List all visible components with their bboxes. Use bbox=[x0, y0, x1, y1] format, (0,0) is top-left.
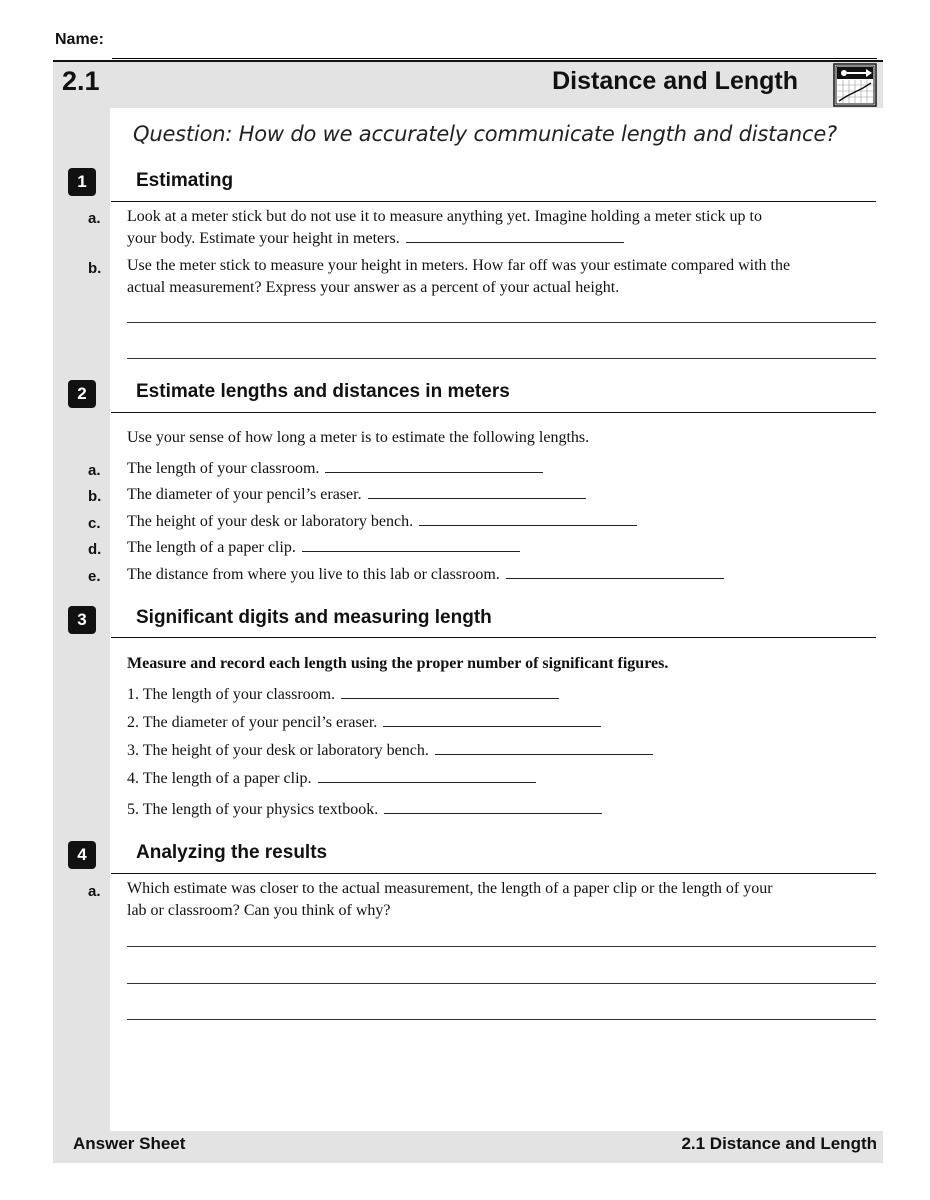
item-letter: a. bbox=[88, 883, 101, 900]
item-2d-text: The length of a paper clip. bbox=[127, 539, 296, 556]
item-2c bbox=[127, 511, 637, 533]
section-2-intro: Use your sense of how long a meter is to estimate the following lengths. bbox=[127, 429, 590, 446]
item-letter: b. bbox=[88, 260, 102, 277]
answer-blank[interactable] bbox=[419, 511, 637, 526]
item-letter: a. bbox=[88, 210, 101, 227]
name-label: Name: bbox=[55, 31, 104, 48]
section-1-rule bbox=[111, 201, 876, 202]
item-3-2-text: 2. The diameter of your pencil’s eraser. bbox=[127, 714, 378, 731]
section-4-badge: 4 bbox=[68, 841, 96, 869]
item-letter: a. bbox=[88, 462, 101, 479]
answer-line[interactable] bbox=[127, 983, 876, 984]
guiding-question: Question: How do we accurately communicate length and distance? bbox=[133, 122, 837, 146]
name-field-line[interactable] bbox=[112, 58, 877, 59]
section-3-title: Significant digits and measuring length bbox=[136, 607, 492, 628]
item-2a-text: The length of your classroom. bbox=[127, 460, 320, 477]
item-3-3 bbox=[127, 740, 653, 762]
answer-blank[interactable] bbox=[318, 768, 536, 783]
item-1a-text bbox=[127, 206, 762, 250]
item-1b-text bbox=[127, 255, 790, 299]
section-1-title: Estimating bbox=[136, 170, 234, 191]
item-3-1-text: 1. The length of your classroom. bbox=[127, 686, 336, 703]
item-2b-text: The diameter of your pencil’s eraser. bbox=[127, 486, 362, 503]
graph-icon bbox=[833, 63, 877, 107]
section-4-rule bbox=[111, 873, 876, 874]
item-1b-line-1: Use the meter stick to measure your height in meters. How far off was your estimate compared with the bbox=[127, 257, 791, 274]
section-1-badge: 1 bbox=[68, 168, 96, 196]
item-letter: e. bbox=[88, 568, 101, 585]
answer-line[interactable] bbox=[127, 322, 876, 323]
answer-line[interactable] bbox=[127, 946, 876, 947]
item-1a-line-2-text: your body. Estimate your height in meters. bbox=[127, 230, 400, 247]
item-letter: b. bbox=[88, 488, 102, 505]
answer-blank[interactable] bbox=[368, 484, 586, 499]
item-1b-line-2: actual measurement? Express your answer as a percent of your actual height. bbox=[127, 279, 620, 296]
item-1a-line-1: Look at a meter stick but do not use it to measure anything yet. Imagine holding a meter stick up to bbox=[127, 208, 762, 225]
item-letter: d. bbox=[88, 541, 102, 558]
page-title: Distance and Length bbox=[552, 67, 798, 95]
item-2b bbox=[127, 484, 586, 506]
item-1a-line-2 bbox=[127, 228, 762, 250]
section-2-rule bbox=[111, 412, 876, 413]
section-3-intro: Measure and record each length using the proper number of significant figures. bbox=[127, 655, 669, 672]
section-number: 2.1 bbox=[62, 66, 100, 96]
item-3-3-text: 3. The height of your desk or laboratory bench. bbox=[127, 742, 429, 759]
item-3-5-text: 5. The length of your physics textbook. bbox=[127, 801, 379, 818]
answer-blank[interactable] bbox=[435, 740, 653, 755]
item-3-5 bbox=[127, 799, 602, 821]
answer-blank[interactable] bbox=[506, 564, 724, 579]
answer-blank[interactable] bbox=[406, 228, 624, 243]
section-3-badge: 3 bbox=[68, 606, 96, 634]
answer-line[interactable] bbox=[127, 1019, 876, 1020]
section-4-title: Analyzing the results bbox=[136, 842, 328, 863]
answer-line[interactable] bbox=[127, 358, 876, 359]
answer-blank[interactable] bbox=[302, 537, 520, 552]
item-3-4 bbox=[127, 768, 536, 790]
item-4a-line-2: lab or classroom? Can you think of why? bbox=[127, 902, 391, 919]
item-letter: c. bbox=[88, 515, 101, 532]
item-2d bbox=[127, 537, 520, 559]
section-2-badge: 2 bbox=[68, 380, 96, 408]
item-2e-text: The distance from where you live to this lab or classroom. bbox=[127, 566, 500, 583]
section-2-title: Estimate lengths and distances in meters bbox=[136, 381, 510, 402]
item-3-1 bbox=[127, 684, 559, 706]
answer-blank[interactable] bbox=[384, 799, 602, 814]
footer-label-right: 2.1 Distance and Length bbox=[681, 1134, 877, 1153]
item-3-2 bbox=[127, 712, 601, 734]
answer-blank[interactable] bbox=[383, 712, 601, 727]
item-2c-text: The height of your desk or laboratory bench. bbox=[127, 513, 414, 530]
answer-blank[interactable] bbox=[325, 458, 543, 473]
item-3-4-text: 4. The length of a paper clip. bbox=[127, 770, 312, 787]
item-2e bbox=[127, 564, 724, 586]
item-2a bbox=[127, 458, 543, 480]
footer-label-left: Answer Sheet bbox=[73, 1134, 186, 1153]
section-3-rule bbox=[111, 637, 876, 638]
item-4a-text bbox=[127, 878, 773, 922]
item-4a-line-1: Which estimate was closer to the actual measurement, the length of a paper clip or the length of your bbox=[127, 880, 773, 897]
answer-blank[interactable] bbox=[341, 684, 559, 699]
